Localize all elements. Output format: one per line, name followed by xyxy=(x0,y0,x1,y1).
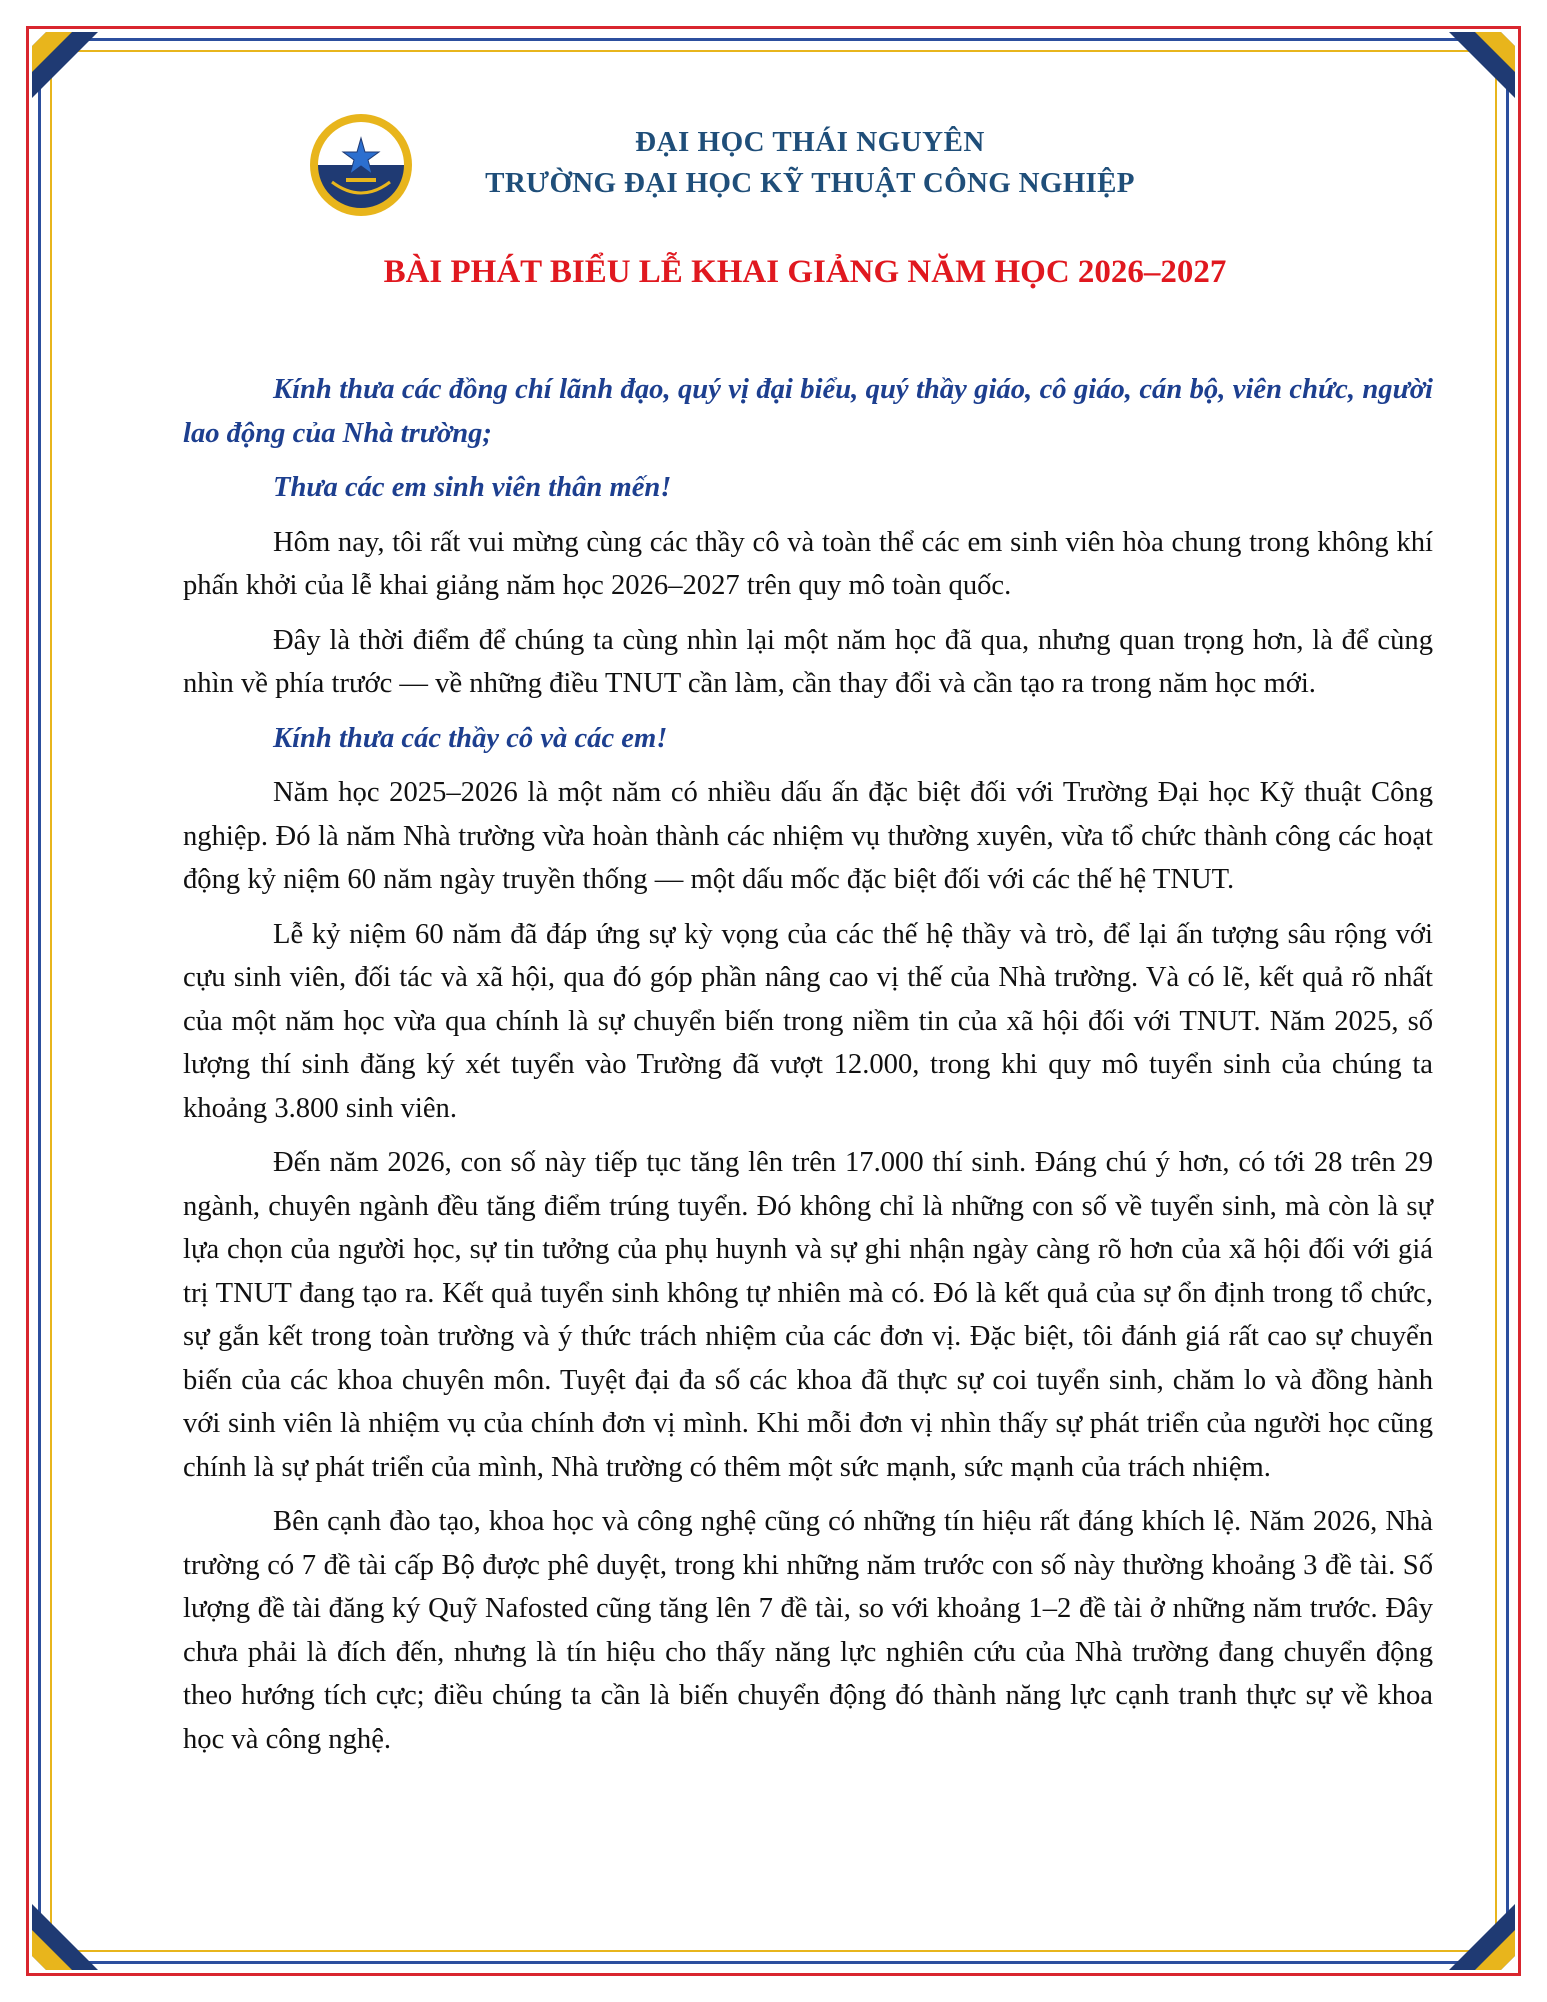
document-title: BÀI PHÁT BIỂU LỄ KHAI GIẢNG NĂM HỌC 2026–2027 xyxy=(383,254,1227,290)
salutation-paragraph: Kính thưa các thầy cô và các em! xyxy=(273,722,668,754)
body-paragraph: Hôm nay, tôi rất vui mừng cùng các thầy cô và toàn thể các em sinh viên hòa chung trong không khí phấn khởi của lễ khai giảng năm học 2026–2027 trên quy mô toàn quốc. xyxy=(183,526,1433,601)
body-paragraph: Năm học 2025–2026 là một năm có nhiều dấu ấn đặc biệt đối với Trường Đại học Kỹ thuật Công nghiệp. Đó là năm Nhà trường vừa hoàn thành các nhiệm vụ thường xuyên, vừa tổ chức thành công các hoạt động kỷ niệm 60 năm ngày truyền thống — một dấu mốc đặc biệt đối với các thế hệ TNUT. xyxy=(183,777,1433,895)
speech-body xyxy=(183,368,1433,1772)
salutation-paragraph: Kính thưa các đồng chí lãnh đạo, quý vị đại biểu, quý thầy giáo, cô giáo, cán bộ, viên chức, người lao động của Nhà trường; xyxy=(183,374,1433,449)
corner-ornament-icon xyxy=(32,1904,98,1970)
body-paragraph: Lễ kỷ niệm 60 năm đã đáp ứng sự kỳ vọng của các thế hệ thầy và trò, để lại ấn tượng sâu rộng với cựu sinh viên, đối tác và xã hội, qua đó góp phần nâng cao vị thế của Nhà trường. Và có lẽ, kết quả rõ nhất của một năm học vừa qua chính là sự chuyển biến trong niềm tin của xã hội đối với TNUT. Năm 2025, số lượng thí sinh đăng ký xét tuyển vào Trường đã vượt 12.000, trong khi quy mô tuyển sinh của chúng ta khoảng 3.800 sinh viên. xyxy=(183,918,1433,1124)
salutation-paragraph: Thưa các em sinh viên thân mến! xyxy=(273,472,672,503)
body-paragraph: Bên cạnh đào tạo, khoa học và công nghệ cũng có những tín hiệu rất đáng khích lệ. Năm 2026, Nhà trường có 7 đề tài cấp Bộ được phê duyệt, trong khi những năm trước con số này thường khoảng 3 đề tài. Số lượng đề tài đăng ký Quỹ Nafosted cũng tăng lên 7 đề tài, so với khoảng 1–2 đề tài ở những năm trước. Đây chưa phải là đích đến, nhưng là tín hiệu cho thấy năng lực nghiên cứu của Nhà trường đang chuyển động theo hướng tích cực; điều chúng ta cần là biến chuyển động đó thành năng lực cạnh tranh thực sự về khoa học và công nghệ. xyxy=(183,1506,1433,1755)
corner-ornament-icon xyxy=(1449,32,1515,98)
corner-ornament-icon xyxy=(1449,1904,1515,1970)
body-paragraph: Đến năm 2026, con số này tiếp tục tăng lên trên 17.000 thí sinh. Đáng chú ý hơn, có tới 28 trên 29 ngành, chuyên ngành đều tăng điểm trúng tuyển. Đó không chỉ là những con số về tuyển sinh, mà còn là sự lựa chọn của người học, sự tin tưởng của phụ huynh và sự ghi nhận ngày càng rõ hơn của xã hội đối với giá trị TNUT đang tạo ra. Kết quả tuyển sinh không tự nhiên mà có. Đó là kết quả của sự ổn định trong tổ chức, sự gắn kết trong toàn trường và ý thức trách nhiệm của các đơn vị. Đặc biệt, tôi đánh giá rất cao sự chuyển biến của các khoa chuyên môn. Tuyệt đại đa số các khoa đã thực sự coi tuyển sinh, chăm lo và đồng hành với sinh viên là nhiệm vụ của chính đơn vị mình. Khi mỗi đơn vị nhìn thấy sự phát triển của người học cũng chính là sự phát triển của mình, Nhà trường có thêm một sức mạnh, sức mạnh của trách nhiệm. xyxy=(183,1147,1433,1483)
university-name: ĐẠI HỌC THÁI NGUYÊN xyxy=(635,126,985,158)
document-header xyxy=(420,122,1200,204)
corner-ornament-icon xyxy=(32,32,98,98)
school-name: TRƯỜNG ĐẠI HỌC KỸ THUẬT CÔNG NGHIỆP xyxy=(485,167,1135,199)
university-seal-icon xyxy=(308,112,414,218)
body-paragraph: Đây là thời điểm để chúng ta cùng nhìn lại một năm học đã qua, nhưng quan trọng hơn, là để cùng nhìn về phía trước — về những điều TNUT cần làm, cần thay đổi và cần tạo ra trong năm học mới. xyxy=(183,624,1433,699)
